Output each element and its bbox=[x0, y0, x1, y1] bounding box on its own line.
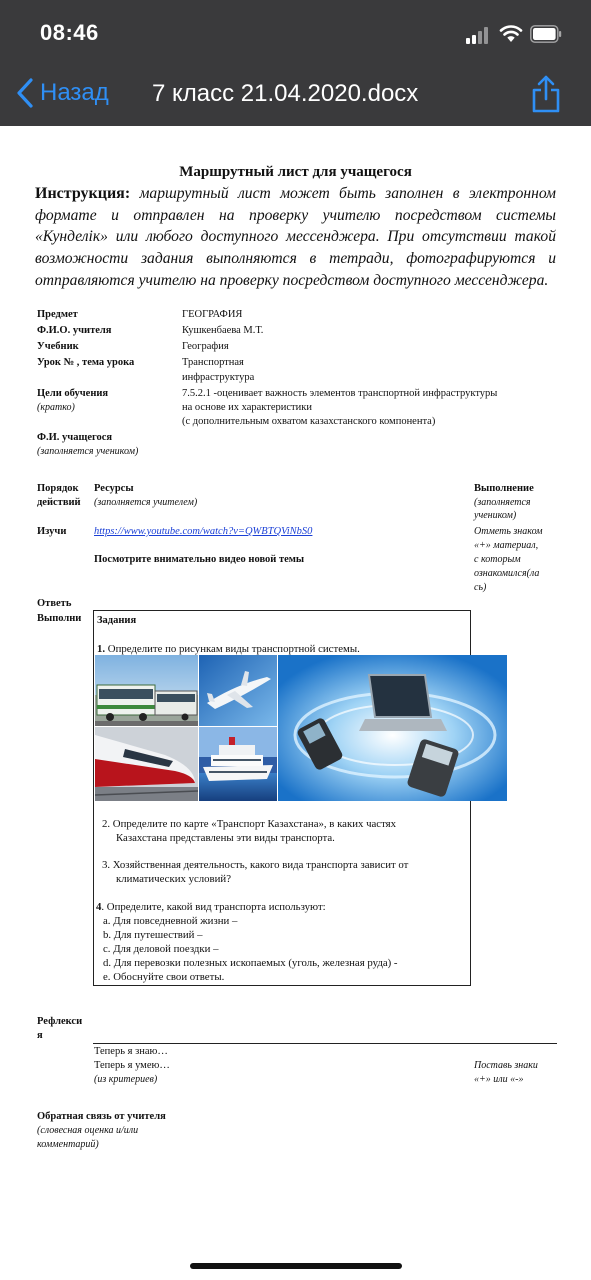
battery-icon bbox=[530, 25, 562, 43]
task-1 bbox=[97, 643, 360, 655]
resources-header: Ресурсы bbox=[94, 483, 134, 494]
task-4-text: . Определите, какой вид транспорта используют: bbox=[101, 901, 326, 913]
document-title: 7 класс 21.04.2020.docx bbox=[152, 80, 419, 107]
transport-images bbox=[95, 655, 507, 801]
textbook-value: География bbox=[182, 341, 229, 352]
airplane-image bbox=[199, 655, 277, 726]
instruction-label: Инструкция: bbox=[35, 185, 131, 202]
document-heading: Маршрутный лист для учащегося bbox=[179, 164, 412, 180]
home-indicator[interactable] bbox=[190, 1263, 402, 1269]
bus-image bbox=[95, 655, 198, 726]
top-bar bbox=[0, 0, 591, 126]
ship-image bbox=[199, 727, 277, 801]
task-2-line1: 2. Определите по карте «Транспорт Казахстана», в каких частях bbox=[102, 818, 397, 830]
task-4-d: d. Для перевозки полезных ископаемых (уголь, железная руда) - bbox=[103, 957, 398, 969]
lesson-value-line1: Транспортная bbox=[182, 357, 244, 368]
reflection-criteria: (из критериев) bbox=[94, 1074, 158, 1085]
execution-note-line1: (заполняется bbox=[474, 497, 531, 508]
mark-note-line2: «+» материал, bbox=[474, 540, 539, 551]
goals-note: (кратко) bbox=[37, 402, 75, 413]
lesson-label: Урок № , тема урока bbox=[37, 357, 135, 368]
watch-instruction: Посмотрите внимательно видео новой темы bbox=[94, 554, 305, 565]
instruction-paragraph bbox=[35, 183, 556, 292]
task-2-line2: Казахстана представлены эти виды транспорта. bbox=[116, 832, 335, 844]
task-4-c: c. Для деловой поездки – bbox=[103, 943, 219, 955]
do-label: Выполни bbox=[37, 613, 82, 624]
reflection-divider bbox=[93, 1043, 557, 1044]
reflection-signs-line2: «+» или «-» bbox=[474, 1074, 524, 1085]
order-header-line2: действий bbox=[37, 497, 81, 508]
subject-label: Предмет bbox=[37, 309, 78, 320]
tasks-title: Задания bbox=[97, 615, 137, 626]
task-3-line1: 3. Хозяйственная деятельность, какого вида транспорта зависит от bbox=[102, 859, 409, 871]
task-1-number: 1. bbox=[97, 643, 106, 655]
document-page bbox=[0, 126, 591, 1280]
task-1-text: Определите по рисункам виды транспортной системы. bbox=[105, 643, 360, 655]
reflection-label-line2: я bbox=[37, 1030, 43, 1041]
goals-line3: (с дополнительным охватом казахстанского компонента) bbox=[182, 416, 436, 427]
answer-label: Ответь bbox=[37, 598, 72, 609]
goals-label: Цели обучения bbox=[37, 388, 109, 399]
mark-note-line1: Отметь знаком bbox=[474, 526, 543, 537]
study-label: Изучи bbox=[37, 526, 67, 537]
teacher-value: Кушкенбаева М.Т. bbox=[182, 325, 264, 336]
task-4-e: e. Обоснуйте свои ответы. bbox=[103, 971, 225, 983]
reflection-label-line1: Рефлекси bbox=[37, 1016, 83, 1027]
task-4-b: b. Для путешествий – bbox=[103, 929, 203, 941]
reflection-can: Теперь я умею… bbox=[94, 1060, 170, 1071]
back-chevron-icon bbox=[16, 78, 34, 108]
mark-note-line5: сь) bbox=[474, 582, 487, 593]
student-note: (заполняется учеником) bbox=[37, 446, 139, 457]
share-icon[interactable] bbox=[530, 74, 562, 114]
resources-note: (заполняется учителем) bbox=[94, 497, 198, 508]
task-4-a: a. Для повседневной жизни – bbox=[103, 915, 238, 927]
instruction-text: маршрутный лист может быть заполнен в электронном формате и отправлен на проверку учителю посредством системы «Кунделік» или любого доступного мессенджера. При отсутствии такой возможности задания выполняются в тетради, фотографируются и отправляются учителю на проверку посредством доступного мессенджера. bbox=[35, 185, 556, 289]
goals-line2: на основе их характеристики bbox=[182, 402, 312, 413]
communications-image bbox=[278, 655, 507, 801]
mark-note-line4: ознакомился(ла bbox=[474, 568, 540, 579]
task-4 bbox=[96, 901, 326, 913]
execution-note-line2: учеником) bbox=[474, 510, 517, 521]
teacher-label: Ф.И.О. учителя bbox=[37, 325, 112, 336]
feedback-note-line2: комментарий) bbox=[37, 1139, 99, 1150]
order-header-line1: Порядок bbox=[37, 483, 79, 494]
signal-icon bbox=[466, 26, 492, 44]
status-time: 08:46 bbox=[40, 20, 99, 45]
task-4-number: 4 bbox=[96, 901, 102, 913]
execution-header: Выполнение bbox=[474, 483, 534, 494]
lesson-value-line2: инфраструктура bbox=[182, 372, 255, 383]
reflection-signs-line1: Поставь знаки bbox=[474, 1060, 538, 1071]
back-button[interactable] bbox=[16, 78, 109, 108]
video-link[interactable]: https://www.youtube.com/watch?v=QWBTQViNbS0 bbox=[94, 526, 313, 537]
goals-line1: 7.5.2.1 -оценивает важность элементов транспортной инфраструктуры bbox=[182, 388, 498, 399]
mark-note-line3: с которым bbox=[474, 554, 521, 565]
wifi-icon bbox=[499, 23, 523, 43]
student-label: Ф.И. учащегося bbox=[37, 432, 113, 443]
subject-value: ГЕОГРАФИЯ bbox=[182, 309, 243, 320]
task-3-line2: климатических условий? bbox=[116, 873, 232, 885]
feedback-note-line1: (словесная оценка и/или bbox=[37, 1125, 139, 1136]
back-label: Назад bbox=[40, 79, 109, 106]
reflection-know: Теперь я знаю… bbox=[94, 1046, 168, 1057]
feedback-label: Обратная связь от учителя bbox=[37, 1111, 166, 1122]
textbook-label: Учебник bbox=[37, 341, 79, 352]
train-image bbox=[95, 727, 198, 801]
